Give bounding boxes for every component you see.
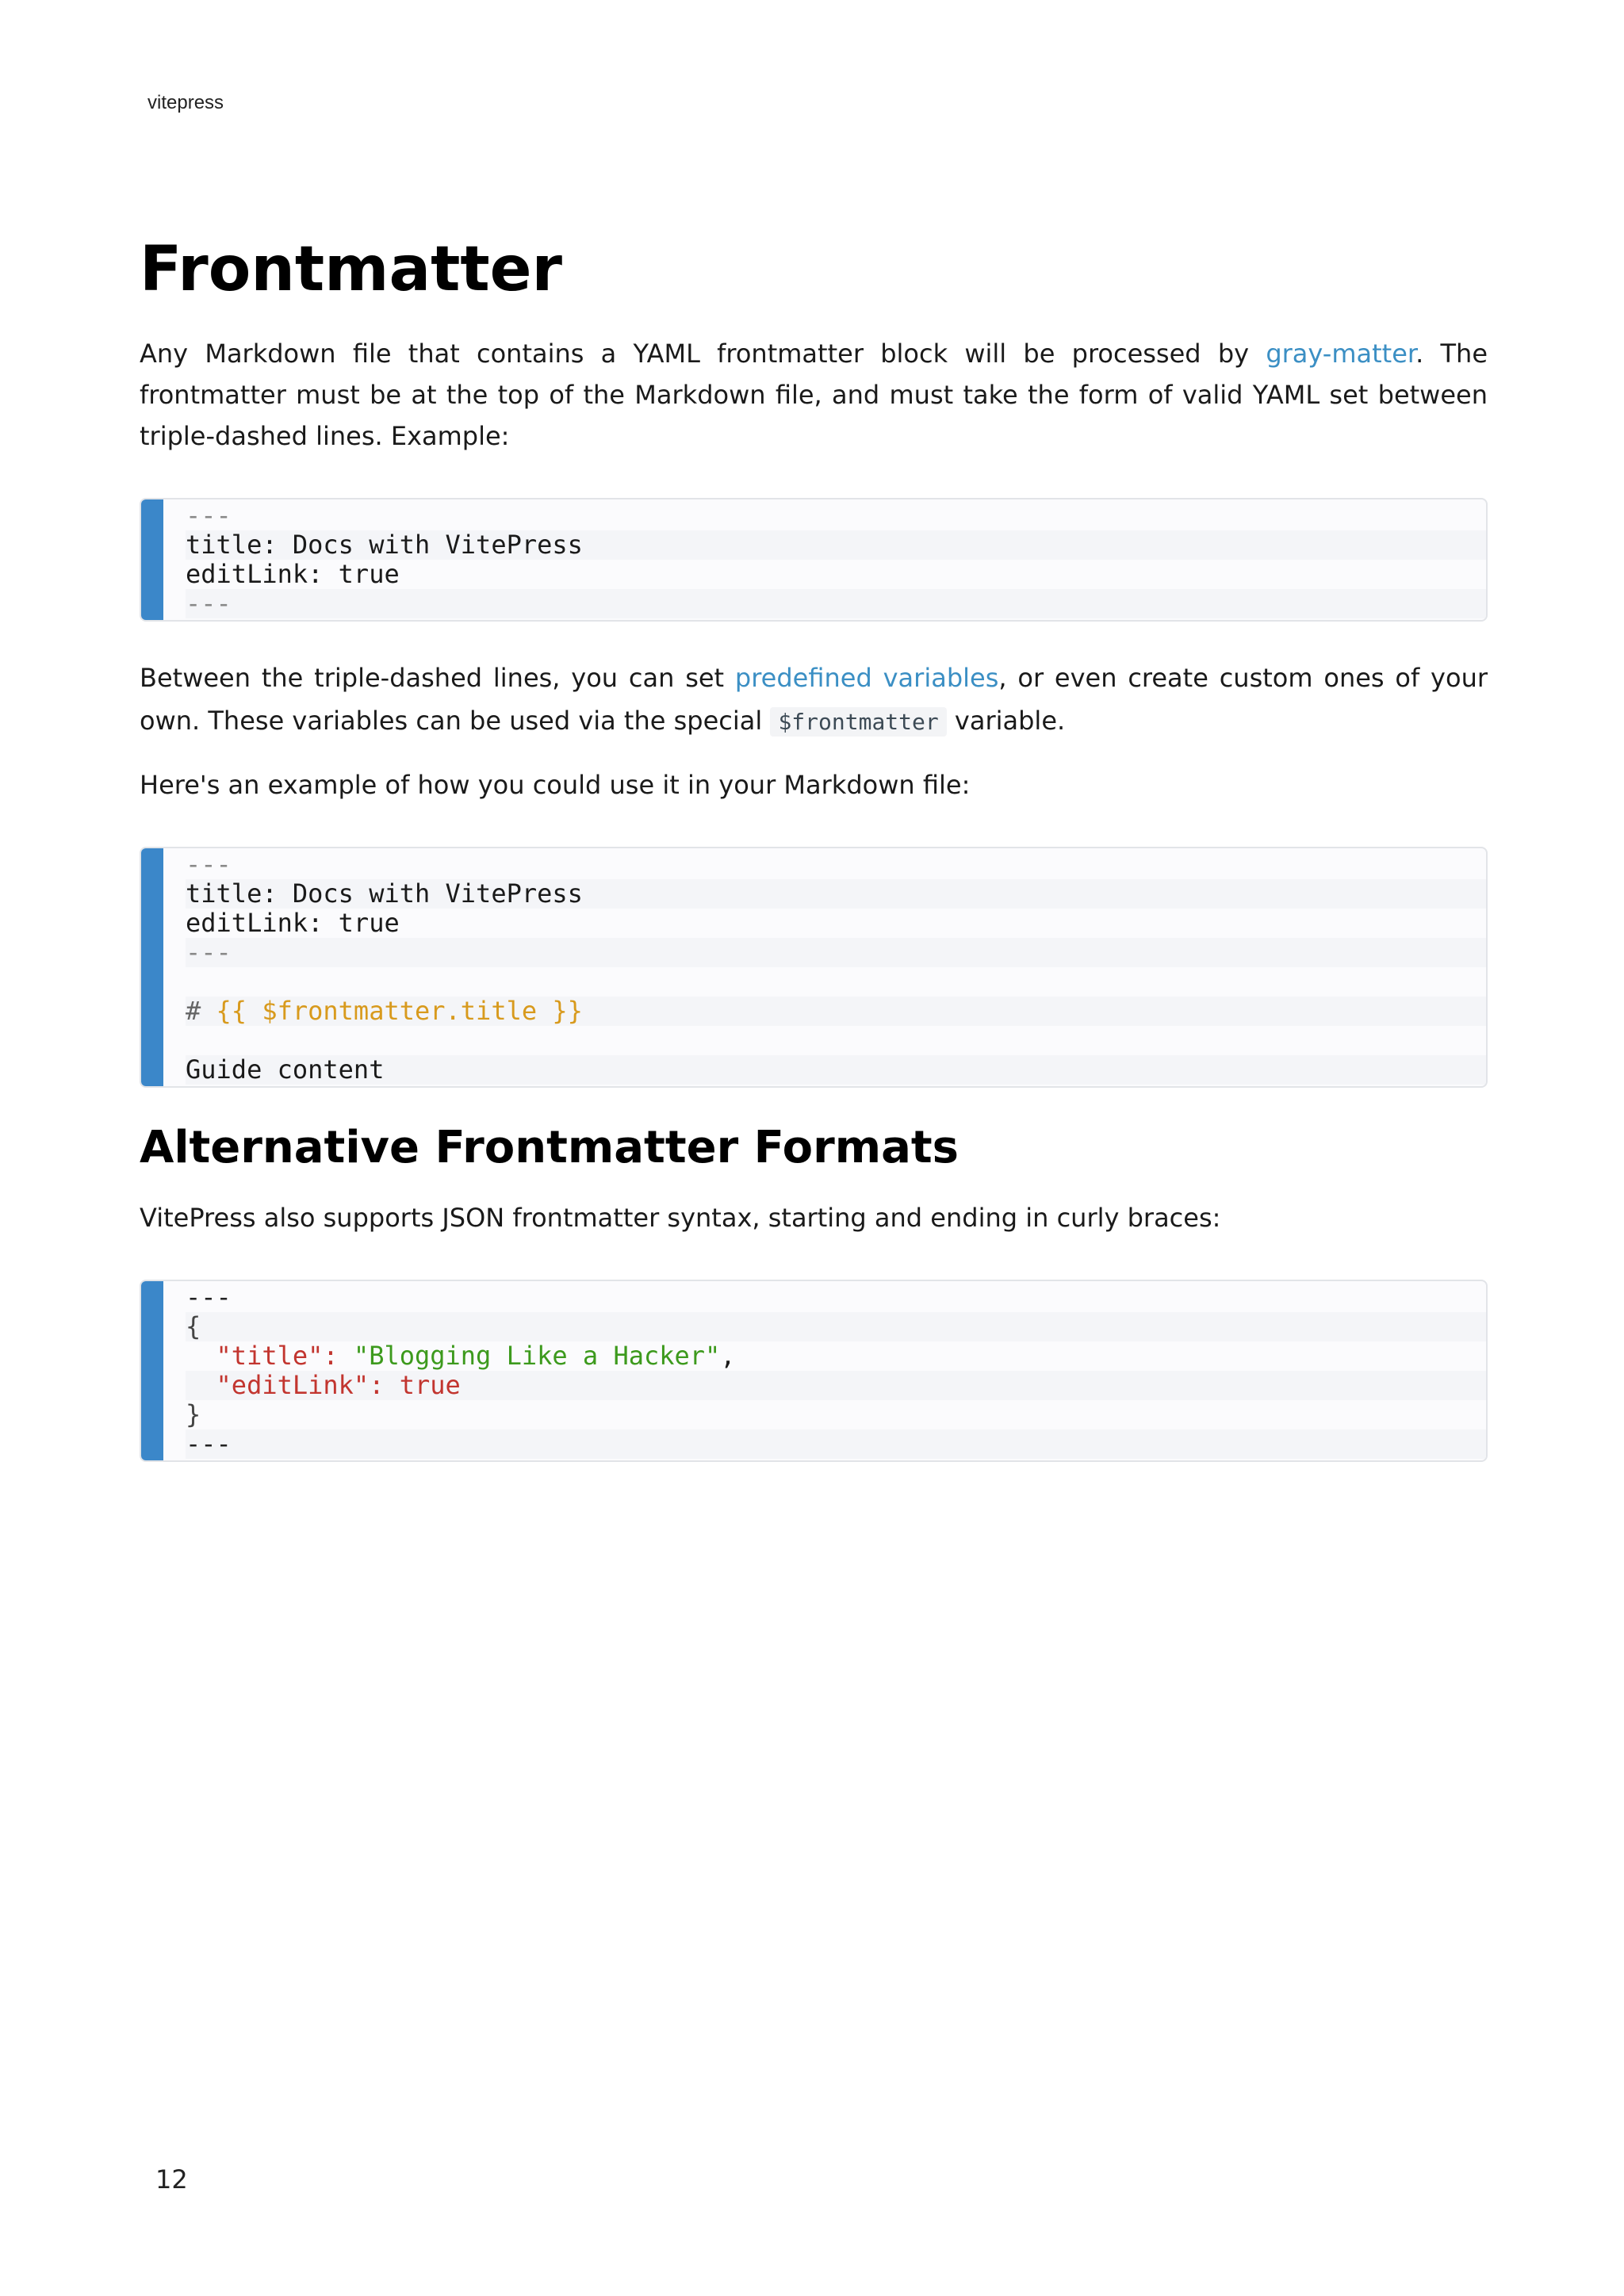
code-line: --- xyxy=(186,500,232,530)
code-line: title: Docs with VitePress xyxy=(186,530,1486,560)
code-line xyxy=(186,1371,1486,1400)
example-intro-paragraph: Here's an example of how you could use it in your Markdown file: xyxy=(140,770,971,800)
json-key-title: "title" xyxy=(216,1341,324,1371)
json-intro-paragraph: VitePress also supports JSON frontmatter syntax, starting and ending in curly braces: xyxy=(140,1203,1221,1233)
code-line: --- xyxy=(186,589,1486,618)
intro-paragraph xyxy=(140,333,1488,457)
code-line: --- xyxy=(186,849,232,879)
code-block-content xyxy=(141,848,1486,1086)
code-line: Guide content xyxy=(186,1055,1486,1085)
code-block-yaml-example xyxy=(140,498,1488,622)
json-colon: : xyxy=(323,1341,354,1371)
json-key-editlink: "editLink" xyxy=(216,1370,370,1400)
page-title: Frontmatter xyxy=(140,234,563,305)
code-heading-expression: {{ $frontmatter.title }} xyxy=(216,996,583,1026)
frontmatter-inline-code: $frontmatter xyxy=(770,707,946,737)
variables-text-after: variable. xyxy=(946,706,1066,736)
variables-text-middle: , or even create custom ones of your own. These variables can be used via the special xyxy=(140,663,1488,736)
code-line-heading xyxy=(186,997,1486,1026)
page-content xyxy=(140,230,1488,1462)
code-line: editLink: true xyxy=(186,559,400,589)
json-colon: : xyxy=(369,1370,400,1400)
code-line: --- xyxy=(186,1282,232,1312)
code-block-accent-bar xyxy=(141,499,163,620)
variables-paragraph xyxy=(140,656,1488,744)
code-block-accent-bar xyxy=(141,848,163,1086)
section-title-alternative-formats: Alternative Frontmatter Formats xyxy=(140,1122,959,1173)
running-header: vitepress xyxy=(147,92,224,113)
intro-text-before: Any Markdown file that contains a YAML frontmatter block will be processed by xyxy=(140,339,1266,369)
code-block-markdown-example xyxy=(140,847,1488,1088)
json-value-editlink: true xyxy=(399,1370,461,1400)
variables-text-before: Between the triple-dashed lines, you can set xyxy=(140,663,735,693)
code-line: { xyxy=(186,1312,1486,1341)
gray-matter-link[interactable]: gray-matter xyxy=(1266,339,1416,369)
predefined-variables-link[interactable]: predefined variables xyxy=(734,663,999,693)
code-line: --- xyxy=(186,1429,1486,1459)
intro-text-after: . The frontmatter must be at the top of the Markdown file, and must take the form of valid YAML set between triple-dashed lines. Example: xyxy=(140,339,1488,451)
code-line-blank xyxy=(186,1026,1486,1055)
page-number: 12 xyxy=(155,2164,188,2195)
code-block-accent-bar xyxy=(141,1281,163,1460)
code-line: } xyxy=(186,1399,201,1429)
code-line: title: Docs with VitePress xyxy=(186,879,1486,909)
code-block-json-example xyxy=(140,1280,1488,1462)
json-comma: , xyxy=(720,1341,736,1371)
code-line xyxy=(186,1341,1486,1371)
json-value-title: "Blogging Like a Hacker" xyxy=(353,1341,721,1371)
code-line: editLink: true xyxy=(186,908,400,938)
code-block-content xyxy=(141,1281,1486,1460)
code-block-content xyxy=(141,499,1486,620)
code-line-blank xyxy=(186,967,1486,997)
code-heading-hash: # xyxy=(186,996,216,1026)
code-line: --- xyxy=(186,938,1486,967)
